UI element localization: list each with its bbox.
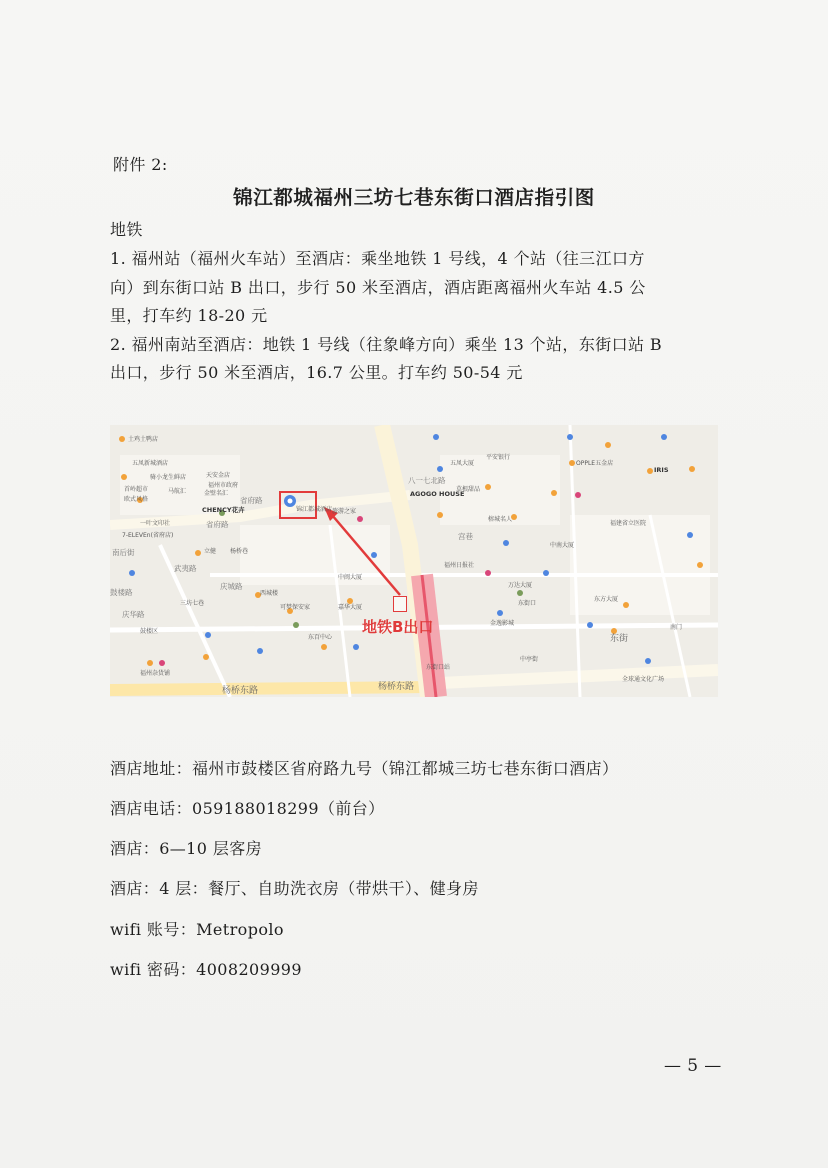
map-label: 三坊七巷: [180, 600, 205, 607]
map-label: 中亭街: [520, 656, 539, 663]
page-number: — 5 —: [664, 1056, 722, 1076]
map-label: CHENCY花卉: [202, 506, 245, 514]
map-label: 五凤大厦: [450, 460, 475, 467]
map-label: 西城楼: [260, 590, 279, 597]
map-road-label: 宫巷: [458, 532, 473, 541]
map-label: 金逸影城: [490, 620, 515, 627]
map-label: 东百中心: [308, 634, 333, 641]
direction-line: 1. 福州站（福州火车站）至酒店：乘坐地铁 1 号线，4 个站（往三江口方: [110, 249, 645, 268]
map-label: AGOGO HOUSE: [410, 490, 465, 498]
direction-line: 里，打车约 18-20 元: [110, 306, 268, 325]
hotel-address: 酒店地址：福州市鼓楼区省府路九号（锦江都城三坊七巷东街口酒店）: [110, 759, 619, 778]
map-road-label: 鼓楼路: [110, 588, 133, 597]
map-label: 五凤新城酒店: [132, 460, 169, 467]
map-label: 鼓楼区: [140, 628, 159, 635]
map-label: 土鸡土鸭店: [128, 436, 159, 443]
map-road-label: 庆华路: [122, 610, 145, 619]
map-label: 全球通文化广场: [622, 676, 665, 683]
map-label: 中南大厦: [550, 542, 575, 549]
map-label: 可梦保安家: [280, 604, 311, 611]
map-label: 万达大厦: [508, 582, 533, 589]
direction-line: 2. 福州南站至酒店：地铁 1 号线（往象峰方向）乘坐 13 个站，东街口站 B: [110, 335, 663, 354]
map-road-label: 东街: [610, 634, 629, 644]
hotel-rooms-floors: 酒店：6—10 层客房: [110, 839, 263, 858]
metro-exit-marker: [393, 596, 407, 612]
map-label: IRIS: [654, 466, 669, 474]
map-label: 福建省立医院: [610, 520, 647, 527]
map-label: OPPLE五金店: [576, 460, 614, 467]
map-label: 立健: [204, 548, 217, 555]
direction-line: 出口，步行 50 米至酒店，16.7 公里。打车约 50-54 元: [110, 363, 523, 382]
map-label: 南门: [670, 624, 683, 631]
map-label: 杨桥巷: [230, 548, 249, 555]
wifi-password: wifi 密码：4008209999: [110, 960, 302, 979]
map-road-label: 杨桥东路: [222, 686, 259, 696]
wifi-account: wifi 账号：Metropolo: [110, 920, 284, 939]
location-map: [110, 425, 718, 697]
map-label-hotel: 锦江都城酒店: [296, 506, 333, 513]
map-label: 东方大厦: [594, 596, 619, 603]
map-label: 马航汇: [168, 488, 187, 495]
map-label: 嘉华大厦: [338, 604, 363, 611]
map-label: 欧式风格: [124, 496, 149, 503]
map-label: 东街口站: [426, 664, 451, 671]
map-road-label: 省府路: [240, 496, 263, 505]
section-heading-metro: 地铁: [110, 220, 143, 239]
map-road-label: 武夷路: [174, 564, 197, 573]
map-road-label: 庆城路: [220, 582, 243, 591]
map-label: 东街口: [518, 600, 537, 607]
map-label: 天安金店: [206, 472, 231, 479]
map-label: 福州杂货铺: [140, 670, 171, 677]
attachment-label: 附件 2:: [113, 155, 168, 174]
map-label: 旅游之家: [332, 508, 357, 515]
direction-line: 向）到东街口站 B 出口，步行 50 米至酒店，酒店距离福州火车站 4.5 公: [110, 278, 646, 297]
map-label: 平安银行: [486, 454, 511, 461]
map-road-label: 杨桥东路: [378, 682, 415, 692]
map-label: 福州日报社: [444, 562, 475, 569]
map-label: 骑小龙生鲜店: [150, 474, 187, 481]
map-road-label: 南后街: [112, 548, 135, 557]
map-road-label: 省府路: [206, 520, 229, 529]
hotel-highlight-box: [279, 491, 317, 519]
map-label: 福州市政府: [208, 482, 239, 489]
map-graphics: [110, 425, 718, 697]
hotel-facilities: 酒店：4 层：餐厅、自助洗衣房（带烘干）、健身房: [110, 879, 479, 898]
map-label: 一叶文印社: [140, 520, 171, 527]
metro-exit-label: 地铁B出口: [362, 618, 434, 636]
hotel-phone: 酒店电话：059188018299（前台）: [110, 799, 385, 818]
map-label: 金壁名汇: [204, 490, 229, 497]
map-label: 草根甜品: [456, 486, 481, 493]
map-label: 首岭超市: [124, 486, 149, 493]
page-title: 锦江都城福州三坊七巷东街口酒店指引图: [233, 186, 595, 209]
map-label: 榕城名人: [488, 516, 513, 523]
map-label: 中闽大厦: [338, 574, 363, 581]
map-label: 7-ELEVEn(省府店): [122, 532, 174, 539]
map-road-label: 八一七北路: [408, 476, 446, 485]
